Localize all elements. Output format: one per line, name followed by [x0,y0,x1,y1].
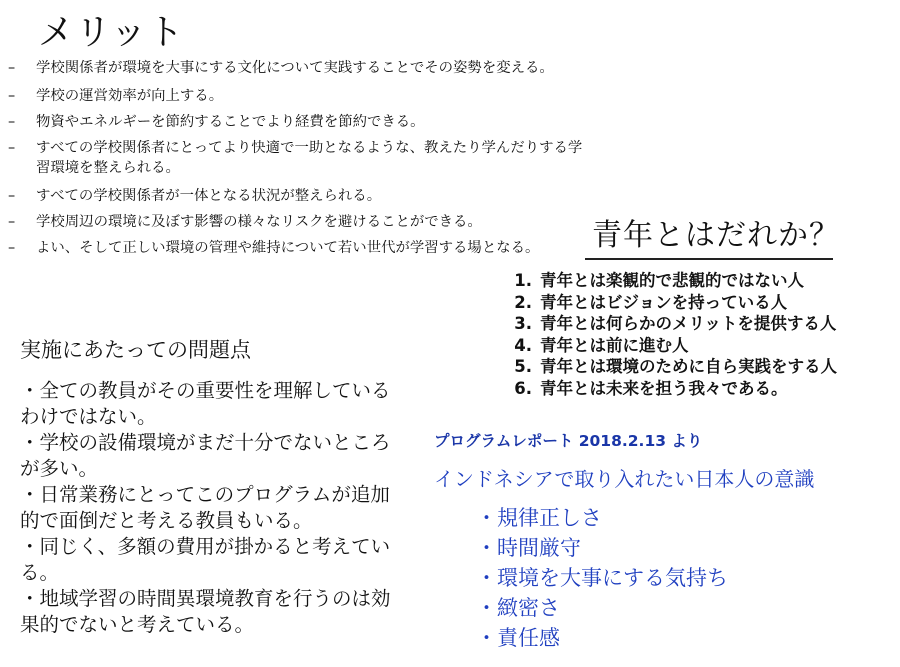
dash-bullet: – [8,240,16,256]
issue-item: ・地域学習の時間異環境教育を行うのは効果的でないと考えている。 [20,587,391,636]
youth-item [500,292,900,314]
report-list [476,503,728,653]
merit-text: 学校関係者が環境を大事にする文化について実践することでその姿勢を変える。 [36,60,554,76]
report-heading: インドネシアで取り入れたい日本人の意識 [434,467,815,491]
merit-text: 学校周辺の環境に及ぼす影響の様々なリスクを避けることができる。 [36,214,482,230]
youth-item [500,335,900,357]
dash-bullet: – [8,88,16,104]
merit-item [8,186,583,206]
merit-item [8,112,583,132]
dash-bullet: – [8,140,16,156]
youth-item-number: 1. [514,271,532,290]
youth-item-number: 2. [514,292,532,312]
youth-item-number: 5. [514,357,532,376]
youth-item-text: 青年とは何らかのメリットを提供する人 [540,314,837,333]
youth-item-number: 3. [514,314,532,333]
merit-text: すべての学校関係者にとってより快適で一助となるような、教えたり学んだりする学習環境を整えられる。 [36,140,583,176]
merit-text: 学校の運営効率が向上する。 [36,88,224,104]
issue-item: ・同じく、多額の費用が掛かると考えている。 [20,535,391,584]
youth-item-text: 青年とは未来を担う我々である。 [540,378,788,398]
merit-text: よい、そして正しい環境の管理や維持について若い世代が学習する場となる。 [36,240,540,256]
issue-item: ・全ての教員がその重要性を理解しているわけではない。 [20,379,391,428]
youth-item-text: 青年とは前に進む人 [540,335,689,355]
issue-item: ・日常業務にとってこのプログラムが追加的で面倒だと考える教員もいる。 [20,483,390,532]
youth-title: 青年とはだれか？ [592,218,840,253]
youth-item [500,356,900,378]
report-item: ・環境を大事にする気持ち [476,566,728,590]
youth-item-number: 6. [514,378,532,398]
youth-item-text: 青年とは環境のために自ら実践をする人 [540,357,837,376]
merit-item [8,138,583,178]
report-item: ・責任感 [476,626,560,650]
youth-item-text: 青年とは楽観的で悲観的ではない人 [540,271,804,290]
issues-title: 実施にあたっての問題点 [20,338,251,362]
report-item: ・緻密さ [476,596,560,620]
youth-item [500,270,900,292]
dash-bullet: – [8,188,16,204]
youth-title-underline [585,258,833,260]
merit-item [8,212,583,232]
report-source: プログラムレポート 2018.2.13 より [434,432,703,450]
youth-item [500,313,900,335]
youth-item-number: 4. [514,335,532,355]
dash-bullet: – [8,214,16,230]
report-item: ・時間厳守 [476,536,581,560]
merit-text: 物資やエネルギーを節約することでより経費を節約できる。 [36,114,425,130]
issues-list [20,378,400,638]
merit-item [8,58,583,78]
dash-bullet: – [8,114,16,130]
merits-title: メリット [38,12,185,53]
merit-text: すべての学校関係者が一体となる状況が整えられる。 [36,188,382,204]
merits-list [8,58,583,264]
youth-item [500,378,900,400]
issue-item: ・学校の設備環境がまだ十分でないところが多い。 [20,431,391,480]
report-item: ・規律正しさ [476,506,602,530]
merit-item [8,86,583,106]
merit-item [8,238,583,258]
youth-list [500,270,900,399]
dash-bullet: – [8,60,16,76]
youth-item-text: 青年とはビジョンを持っている人 [540,292,788,312]
